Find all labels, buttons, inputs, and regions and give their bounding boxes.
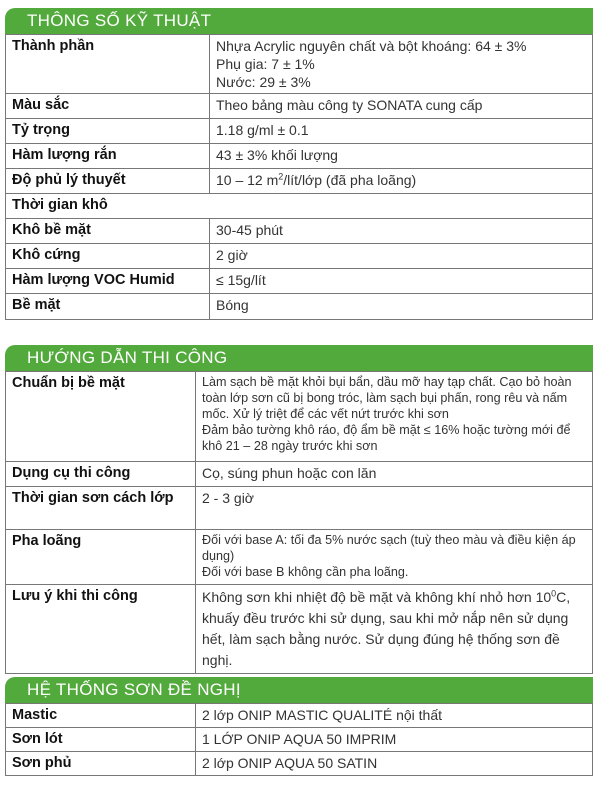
primer-label: Sơn lót [6, 728, 196, 752]
solids-label: Hàm lượng rắn [6, 144, 210, 169]
topcoat-label: Sơn phủ [6, 752, 196, 776]
tools-value: Cọ, súng phun hoặc con lăn [196, 462, 593, 487]
table-row [6, 372, 593, 462]
primer-value: 1 LỚP ONIP AQUA 50 IMPRIM [196, 728, 593, 752]
hard-dry-label: Khô cứng [6, 244, 210, 269]
hard-dry-value: 2 giờ [210, 244, 593, 269]
application-header: HƯỚNG DẪN THI CÔNG [5, 345, 593, 371]
notes-value [196, 585, 593, 674]
composition-line-1: Nhựa Acrylic nguyên chất và bột khoáng: 64 ± 3% [216, 38, 527, 54]
application-section [5, 345, 593, 674]
voc-value: ≤ 15g/lít [210, 269, 593, 294]
density-value: 1.18 g/ml ± 0.1 [210, 119, 593, 144]
finish-label: Bề mặt [6, 294, 210, 320]
thinning-paragraph-1: Đối với base A: tối đa 5% nước sạch (tuỳ theo màu và điều kiện áp dụng) [202, 533, 576, 563]
tools-label: Dụng cụ thi công [6, 462, 196, 487]
application-table [5, 371, 593, 674]
surface-dry-value: 30-45 phút [210, 219, 593, 244]
surface-dry-label: Khô bề mặt [6, 219, 210, 244]
table-row [6, 704, 593, 728]
coverage-value-pre: 10 – 12 m [216, 172, 279, 188]
prep-label: Chuẩn bị bề mặt [6, 372, 196, 462]
density-label: Tỷ trọng [6, 119, 210, 144]
mastic-label: Mastic [6, 704, 196, 728]
coverage-label: Độ phủ lý thuyết [6, 169, 210, 194]
spec-header: THÔNG SỐ KỸ THUẬT [5, 8, 593, 34]
topcoat-value: 2 lớp ONIP AQUA 50 SATIN [196, 752, 593, 776]
system-header: HỆ THỐNG SƠN ĐỀ NGHỊ [5, 677, 593, 703]
solids-value: 43 ± 3% khối lượng [210, 144, 593, 169]
prep-value [196, 372, 593, 462]
table-row [6, 119, 593, 144]
notes-value-sup: 0 [551, 588, 557, 599]
thinning-paragraph-2: Đối với base B không cần pha loãng. [202, 565, 409, 579]
table-row [6, 585, 593, 674]
table-row [6, 462, 593, 487]
table-row [6, 752, 593, 776]
recoat-label: Thời gian sơn cách lớp [6, 487, 196, 530]
recoat-value: 2 - 3 giờ [196, 487, 593, 530]
table-row [6, 487, 593, 530]
system-section [5, 677, 593, 776]
coverage-value-post: /lít/lớp (đã pha loãng) [283, 172, 417, 188]
composition-line-3: Nước: 29 ± 3% [216, 74, 311, 90]
composition-label: Thành phần [6, 35, 210, 94]
thinning-value [196, 530, 593, 585]
finish-value: Bóng [210, 294, 593, 320]
table-row [6, 94, 593, 119]
composition-line-2: Phụ gia: 7 ± 1% [216, 56, 315, 72]
table-row [6, 144, 593, 169]
table-row [6, 194, 593, 219]
spec-section [5, 8, 593, 320]
mastic-value: 2 lớp ONIP MASTIC QUALITÉ nội thất [196, 704, 593, 728]
table-row [6, 35, 593, 94]
dry-time-label: Thời gian khô [6, 194, 593, 219]
thinning-label: Pha loãng [6, 530, 196, 585]
table-row [6, 269, 593, 294]
coverage-value [210, 169, 593, 194]
voc-label: Hàm lượng VOC Humid [6, 269, 210, 294]
coverage-value-sup: 2 [278, 171, 284, 182]
notes-value-post: C, khuấy đều trước khi sử dụng, sau khi mở nắp nên sử dụng hết, làm sạch bằng nước. Sử dụng đúng hệ thống sơn đề nghị. [202, 589, 571, 668]
table-row [6, 728, 593, 752]
table-row [6, 244, 593, 269]
composition-value [210, 35, 593, 94]
table-row [6, 530, 593, 585]
notes-value-pre: Không sơn khi nhiệt độ bề mặt và không khí nhỏ hơn 10 [202, 589, 552, 605]
prep-paragraph-2: Đảm bảo tường khô ráo, độ ẩm bề mặt ≤ 16% hoặc tường mới để khô 21 – 28 ngày trước khi sơn [202, 423, 571, 453]
table-row [6, 169, 593, 194]
table-row [6, 294, 593, 320]
spec-table [5, 34, 593, 320]
notes-label: Lưu ý khi thi công [6, 585, 196, 674]
color-value: Theo bảng màu công ty SONATA cung cấp [210, 94, 593, 119]
system-table [5, 703, 593, 776]
table-row [6, 219, 593, 244]
prep-paragraph-1: Làm sạch bề mặt khỏi bụi bẩn, dầu mỡ hay tạp chất. Cạo bỏ hoàn toàn lớp sơn cũ bị bong tróc, làm sạch bụi phấn, rong rêu và nấm mốc. Xử lý triệt để các vết nứt trước khi sơn [202, 375, 572, 421]
color-label: Màu sắc [6, 94, 210, 119]
